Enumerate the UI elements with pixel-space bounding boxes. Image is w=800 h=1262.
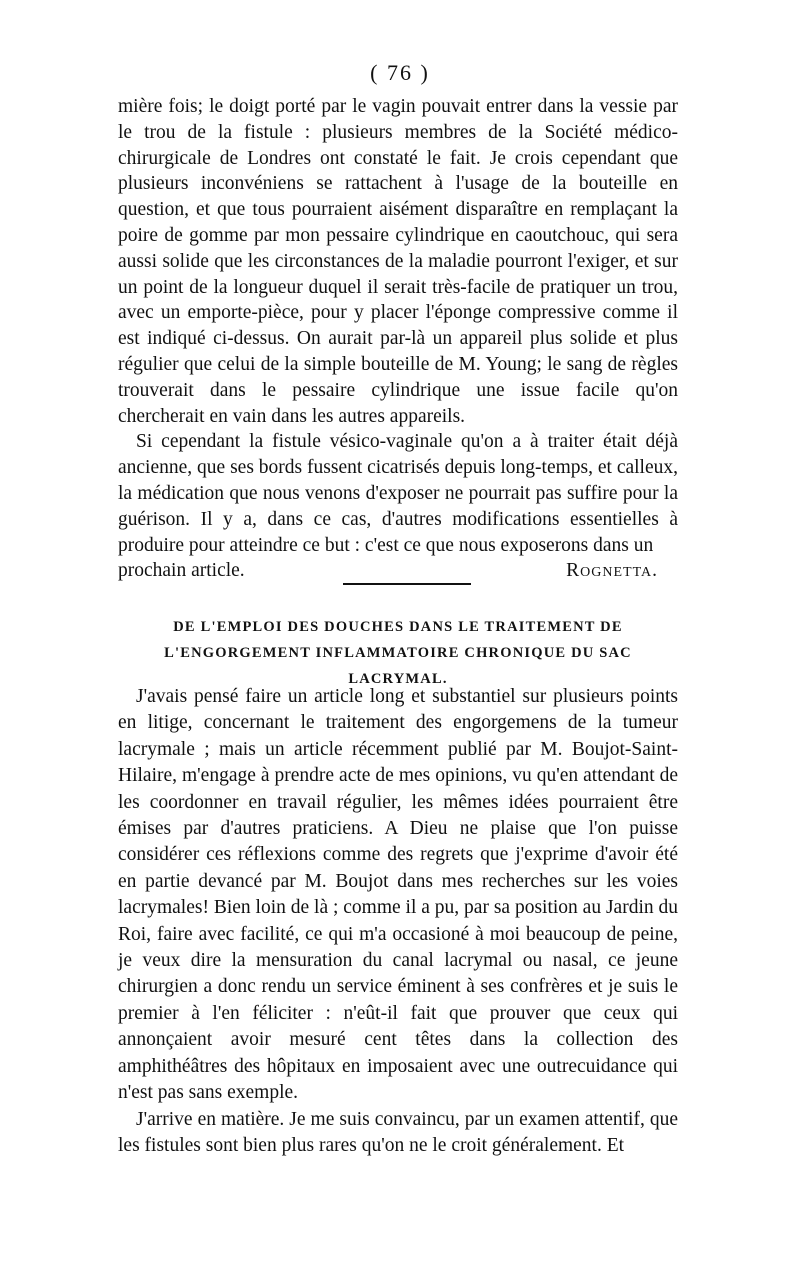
- body-paragraph: mière fois; le doigt porté par le vagin pouvait entrer dans la vessie par le trou de la fistule : plusieurs membres de la Société médico-chirurgicale de Londres ont constaté le fait. Je crois cependant que plusieurs inconvéniens se rattachent à l'usage de la bouteille en question, et que tous pourraient aisément disparaître en remplaçant la poire de gomme par mon pessaire cylindrique en caoutchouc, qui sera aussi solide que les circonstances de la maladie pourront l'exiger, et sur un point de la longueur duquel il serait très-facile de pratiquer un trou, avec un emporte-pièce, pour y placer l'éponge compressive comme il est indiqué ci-dessus. On aurait par-là un appareil plus solide et plus régulier que celui de la simple bouteille de M. Young; le sang de règles trouverait dans le pessaire cylindrique une issue facile qu'on chercherait en vain dans les autres appareils.: [118, 96, 678, 427]
- article-conclusion: [118, 94, 678, 584]
- closing-text: prochain article.: [118, 560, 245, 582]
- author-signature: Rognetta.: [566, 560, 658, 582]
- body-paragraph: J'arrive en matière. Je me suis convaincu, par un examen attentif, que les fistules sont bien plus rares qu'on ne le croit généralement. Et: [118, 1108, 678, 1156]
- article-title: DE L'EMPLOI DES DOUCHES DANS LE TRAITEMENT DE L'ENGORGEMENT INFLAMMATOIRE CHRONIQUE DU SAC LACRYMAL.: [164, 619, 632, 687]
- closing-line: [118, 558, 678, 584]
- body-paragraph: Si cependant la fistule vésico-vaginale qu'on a à traiter était déjà ancienne, que ses bords fussent cicatrisés depuis long-temps, et calleux, la médication que nous venons d'exposer ne pourrait pas suffire pour la guérison. Il y a, dans ce cas, d'autres modifications essentielles à produire pour atteindre ce but : c'est ce que nous exposerons dans un: [118, 431, 678, 556]
- section-divider: [343, 583, 471, 585]
- page-number: ( 76 ): [370, 60, 430, 85]
- body-paragraph: J'avais pensé faire un article long et substantiel sur plusieurs points en litige, concernant le traitement des engorgemens de la tumeur lacrymale ; mais un article récemment publié par M. Boujot-Saint-Hilaire, m'engage à prendre acte de mes opinions, vu qu'en attendant de les coordonner en travail régulier, les mêmes idées pourraient être émises par d'autres praticiens. A Dieu ne plaise que l'on puisse considérer ces réflexions comme des regrets que j'exprime d'avoir été en partie devancé par M. Boujot dans mes recherches sur les voies lacrymales! Bien loin de là ; comme il a pu, par sa position au Jardin du Roi, faire avec facilité, ce qui m'a occasioné à moi beaucoup de peine, je veux dire la mensuration du canal lacrymal ou nasal, ce jeune chirurgien a donc rendu un service éminent à ses confrères et je suis le premier à l'en féliciter : n'eût-il fait que prouver que ceux qui annonçaient avoir mesuré cent têtes dans la collection des amphithéâtres des hôpitaux en imposaient avec une outrecuidance qui n'est pas sans exemple.: [118, 686, 678, 1104]
- article-body: [118, 684, 678, 1159]
